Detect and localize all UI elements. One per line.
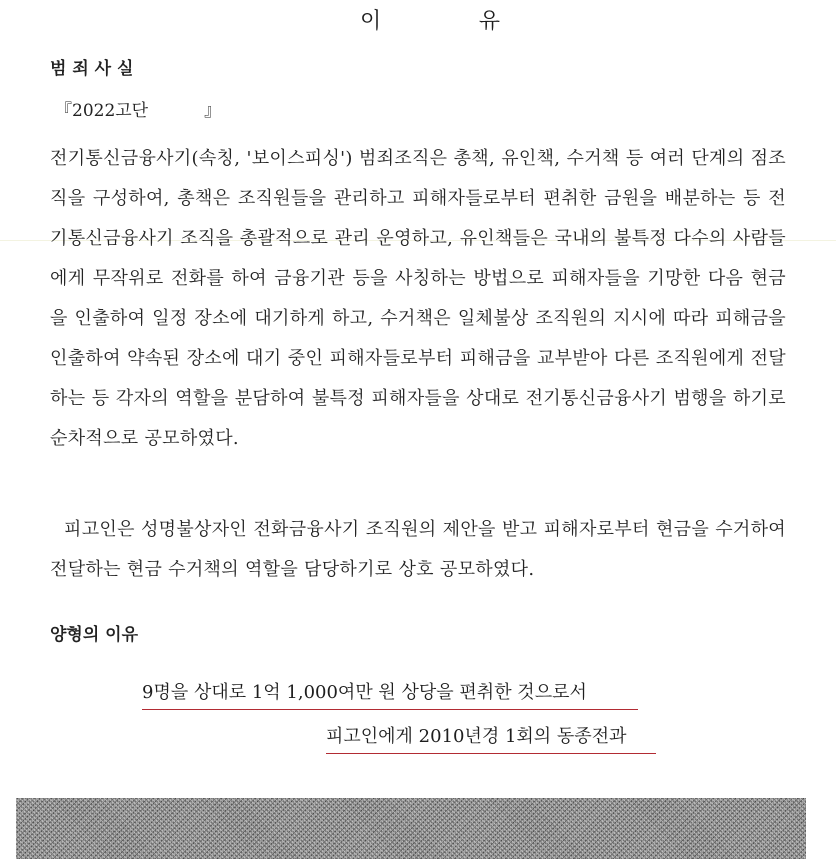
title-char-1: 이 (360, 9, 382, 34)
document-title (360, 4, 500, 35)
crime-facts-paragraph: 전기통신금융사기(속칭, '보이스피싱') 범죄조직은 총책, 유인책, 수거책 등 여러 단계의 점조직을 구성하여, 총책은 조직원들을 관리하고 피해자들로부터 편취한 금원을 배분하는 등 전기통신금융사기 조직을 총괄적으로 관리 운영하고, 유인책들은 국내의 불특정 다수의 사람들에게 무작위로 전화를 하여 금융기관 등을 사칭하는 방법으로 피해자들을 기망한 다음 현금을 인출하여 일정 장소에 대기하게 하고, 수거책은 일체불상 조직원의 지시에 따라 피해금을 인출하여 약속된 장소에 대기 중인 피해자들로부터 피해금을 교부받아 다른 조직원에게 전달하는 등 각자의 역할을 분담하여 불특정 피해자들을 상대로 전기통신금융사기 범행을 하기로 순차적으로 공모하였다. (50, 148, 786, 449)
case-number (55, 96, 221, 121)
case-number-open: 『2022고단 (55, 101, 149, 121)
case-number-close: 』 (204, 101, 222, 121)
redaction-block (16, 798, 806, 859)
section-heading-crime-facts: 범 죄 사 실 (50, 59, 134, 79)
section-heading-sentencing: 양형의 이유 (50, 625, 139, 645)
sentencing-reason-line-1: 9명을 상대로 1억 1,000여만 원 상당을 편취한 것으로서 (142, 678, 638, 710)
defendant-paragraph: 피고인은 성명불상자인 전화금융사기 조직원의 제안을 받고 피해자로부터 현금을 수거하여 전달하는 현금 수거책의 역할을 담당하기로 상호 공모하였다. (50, 519, 786, 580)
title-char-2: 유 (478, 9, 500, 34)
sentencing-reason-line-2: 피고인에게 2010년경 1회의 동종전과 (326, 722, 656, 754)
